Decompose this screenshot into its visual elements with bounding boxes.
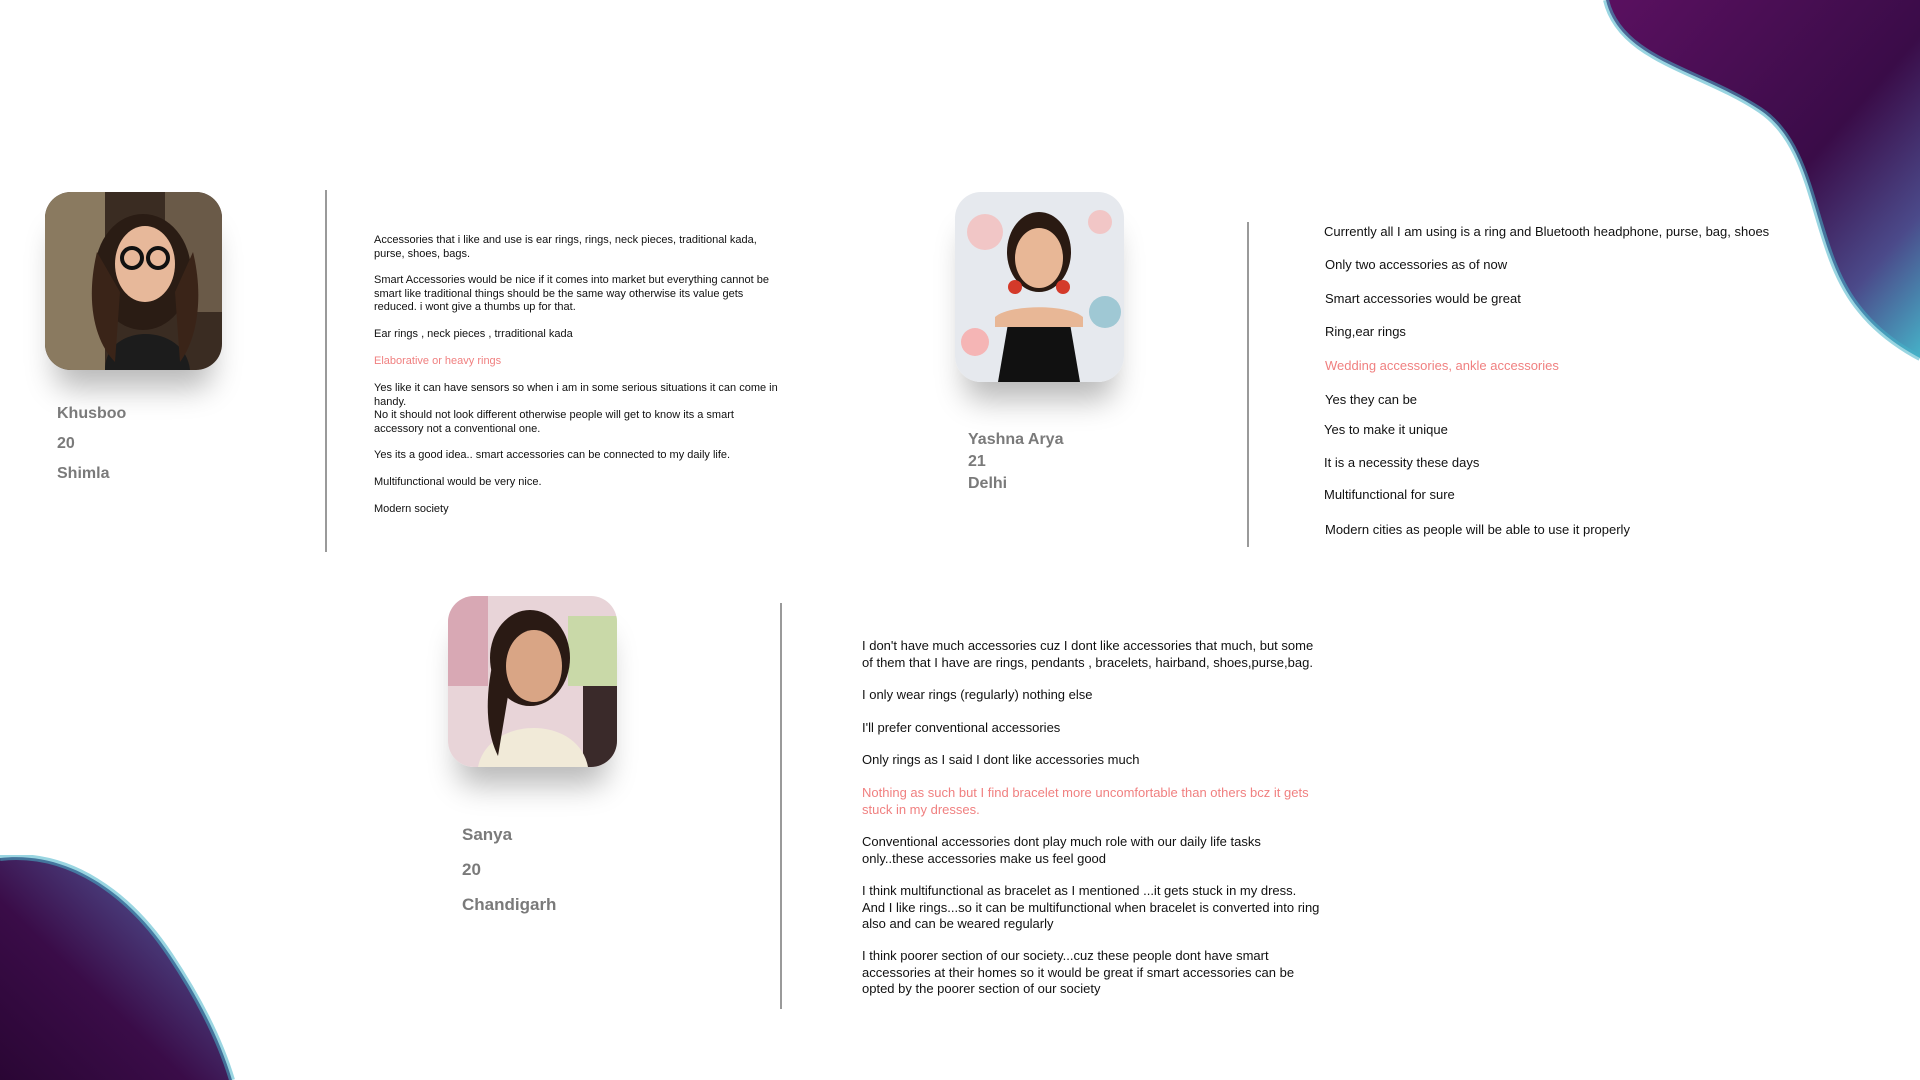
response-item: I think poorer section of our society...cuz these people dont have smart accessories at their homes so it would be great if smart accessories can be opted by the poorer section of our society: [862, 948, 1295, 996]
response-item: Conventional accessories dont play much role with our daily life tasks only..these accessories make us feel good: [862, 834, 1261, 866]
person-age: 20: [57, 435, 75, 452]
response-item-highlighted: Elaborative or heavy rings: [374, 355, 502, 367]
response-item: Ear rings , neck pieces , trraditional kada: [374, 328, 573, 340]
response-item: Yes its a good idea.. smart accessories can be connected to my daily life.: [374, 449, 731, 461]
response-item: Multifunctional would be very nice.: [374, 476, 542, 488]
response-item: Only two accessories as of now: [1325, 257, 1508, 272]
profile-photo-yashna: [955, 192, 1124, 382]
person-city: Delhi: [968, 475, 1008, 492]
response-item: Only rings as I said I dont like accessories much: [862, 752, 1140, 767]
response-item: Modern society: [374, 503, 449, 515]
response-item: No it should not look different otherwise people will get to know its a smart accessory not a conventional one.: [374, 409, 734, 435]
response-item: Yes like it can have sensors so when i am in some serious situations it can come in handy.: [374, 382, 778, 408]
response-item: Multifunctional for sure: [1324, 487, 1455, 502]
response-item: Accessories that i like and use is ear rings, rings, neck pieces, traditional kada, purse, shoes, bags.: [374, 234, 757, 260]
response-item: I think multifunctional as bracelet as I mentioned ...it gets stuck in my dress. And I like rings...so it can be multifunctional when bracelet is converted into ring also and can be weared regularly: [862, 883, 1320, 931]
divider-line: [780, 603, 782, 1009]
decorative-blob-bottom-left: [0, 855, 240, 1080]
response-item: Yes to make it unique: [1324, 422, 1448, 437]
divider-line: [1247, 222, 1249, 547]
response-item: It is a necessity these days: [1324, 455, 1480, 470]
profile-photo-khusboo: [45, 192, 222, 370]
person-name: Khusboo: [57, 405, 127, 422]
response-item: Smart Accessories would be nice if it comes into market but everything cannot be smart like traditional things should be the same way otherwise its value gets reduced. i wont give a thumbs up for that.: [374, 274, 769, 313]
person-age: 20: [462, 860, 481, 879]
divider-line: [325, 190, 327, 552]
person-name: Yashna Arya: [968, 431, 1064, 448]
response-item: I'll prefer conventional accessories: [862, 720, 1061, 735]
person-name: Sanya: [462, 825, 513, 844]
response-item: Yes they can be: [1325, 392, 1418, 407]
person-city: Shimla: [57, 465, 110, 482]
profile-photo-sanya: [448, 596, 617, 767]
response-item: I don't have much accessories cuz I dont like accessories that much, but some of them that I have are rings, pendants , bracelets, hairband, shoes,purse,bag.: [862, 638, 1314, 670]
person-city: Chandigarh: [462, 895, 557, 914]
response-item: Currently all I am using is a ring and Bluetooth headphone, purse, bag, shoes: [1324, 224, 1770, 239]
response-item-highlighted: Wedding accessories, ankle accessories: [1325, 358, 1559, 373]
decorative-blob-top-right: [1590, 0, 1920, 370]
response-item: Modern cities as people will be able to use it properly: [1325, 522, 1630, 537]
response-item: I only wear rings (regularly) nothing else: [862, 687, 1093, 702]
person-age: 21: [968, 453, 986, 470]
response-item: Ring,ear rings: [1325, 324, 1406, 339]
response-item-highlighted: Nothing as such but I find bracelet more uncomfortable than others bcz it gets stuck in my dresses.: [862, 785, 1309, 817]
response-item: Smart accessories would be great: [1325, 291, 1521, 306]
